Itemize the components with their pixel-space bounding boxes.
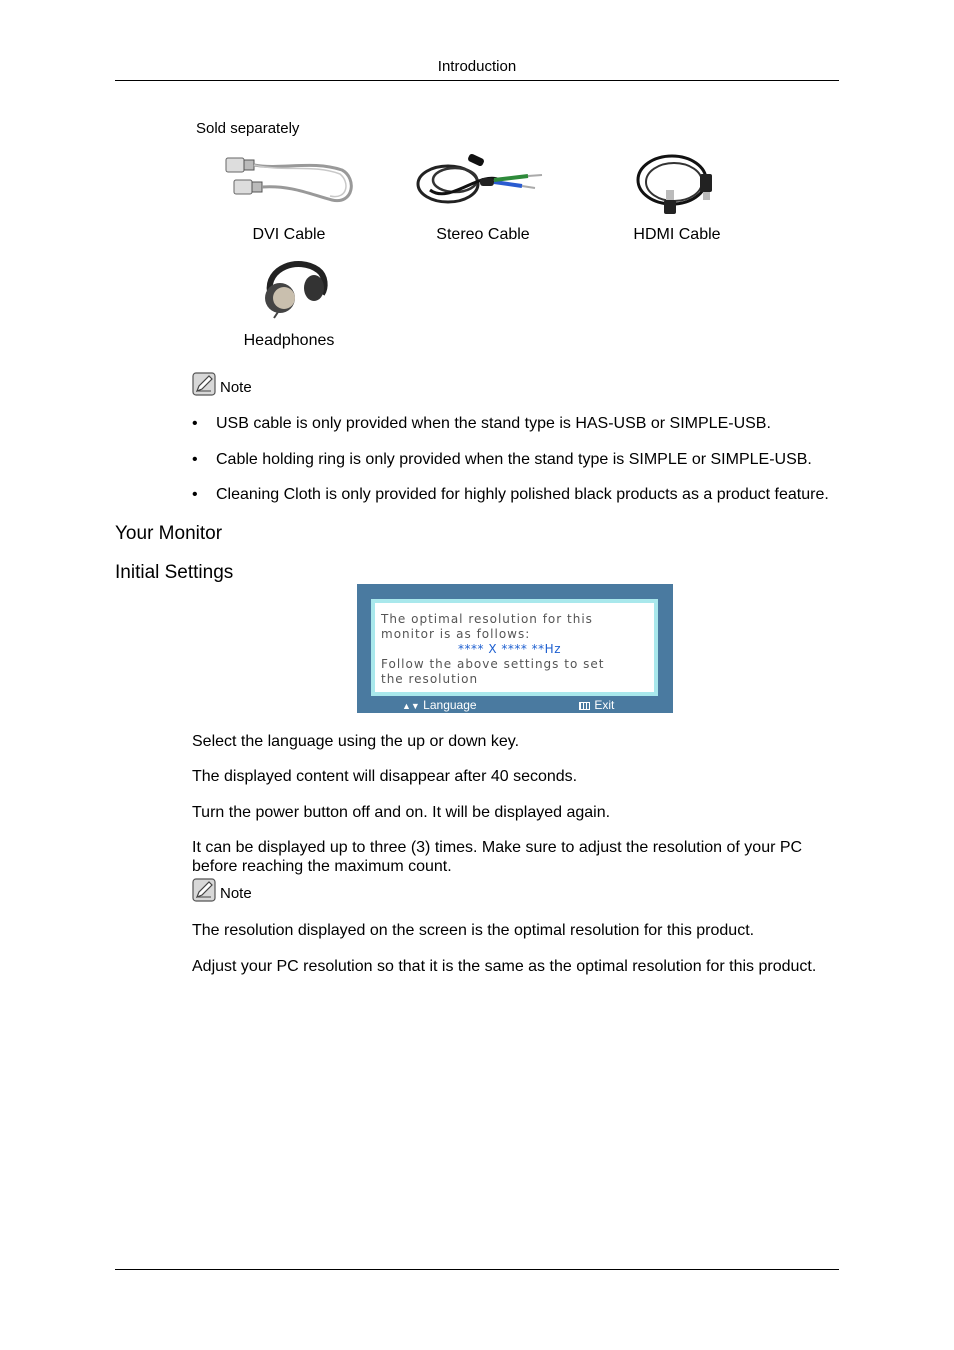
stereo-cable-label: Stereo Cable (436, 226, 530, 243)
page-header-title: Introduction (437, 58, 517, 75)
osd-dialog (357, 584, 673, 713)
dvi-cable-label: DVI Cable (252, 226, 326, 243)
osd-exit-button[interactable] (579, 698, 614, 712)
note-icon (192, 372, 216, 396)
your-monitor-heading: Your Monitor (115, 523, 223, 544)
hdmi-cable-label: HDMI Cable (633, 226, 721, 243)
note-bullet-text: Cable holding ring is only provided when the stand type is SIMPLE or SIMPLE-USB. (216, 451, 812, 468)
note-paragraph: Adjust your PC resolution so that it is the same as the optimal resolution for this product. (192, 958, 817, 975)
instruction-paragraph: Select the language using the up or down key. (192, 733, 520, 750)
menu-icon (579, 702, 590, 710)
instruction-paragraph: Turn the power button off and on. It will be displayed again. (192, 804, 611, 821)
instruction-paragraph: It can be displayed up to three (3) times. Make sure to adjust the resolution of your PC before reaching the maximum count. (192, 839, 803, 875)
osd-language-label: Language (423, 698, 477, 712)
osd-line: Follow the above settings to set (381, 657, 605, 671)
note-heading (192, 878, 252, 902)
initial-settings-heading: Initial Settings (115, 562, 234, 583)
note-label: Note (220, 885, 252, 902)
headphones-label: Headphones (243, 332, 335, 349)
osd-line: the resolution (381, 672, 479, 686)
osd-language-button[interactable] (402, 698, 477, 712)
osd-line: monitor is as follows: (381, 627, 531, 641)
footer-divider (115, 1269, 839, 1270)
headphones-icon (258, 258, 330, 320)
instruction-paragraph: The displayed content will disappear after 40 seconds. (192, 768, 578, 785)
note-icon (192, 878, 216, 902)
hdmi-cable-icon (632, 150, 722, 218)
osd-resolution: **** X **** **Hz (458, 642, 561, 656)
stereo-cable-icon (410, 150, 558, 212)
note-bullet-text: Cleaning Cloth is only provided for highly polished black products as a product feature. (216, 486, 829, 503)
up-down-arrow-icon: ▲▼ (402, 701, 420, 711)
sold-separately-heading: Sold separately (196, 120, 300, 137)
note-label: Note (220, 379, 252, 396)
osd-exit-label: Exit (594, 698, 615, 712)
note-heading (192, 372, 252, 396)
note-bullet-text: USB cable is only provided when the stand type is HAS-USB or SIMPLE-USB. (216, 415, 771, 432)
dvi-cable-icon (222, 150, 360, 212)
osd-line: The optimal resolution for this (381, 612, 593, 626)
header-divider (115, 80, 839, 81)
note-paragraph: The resolution displayed on the screen is the optimal resolution for this product. (192, 922, 755, 939)
